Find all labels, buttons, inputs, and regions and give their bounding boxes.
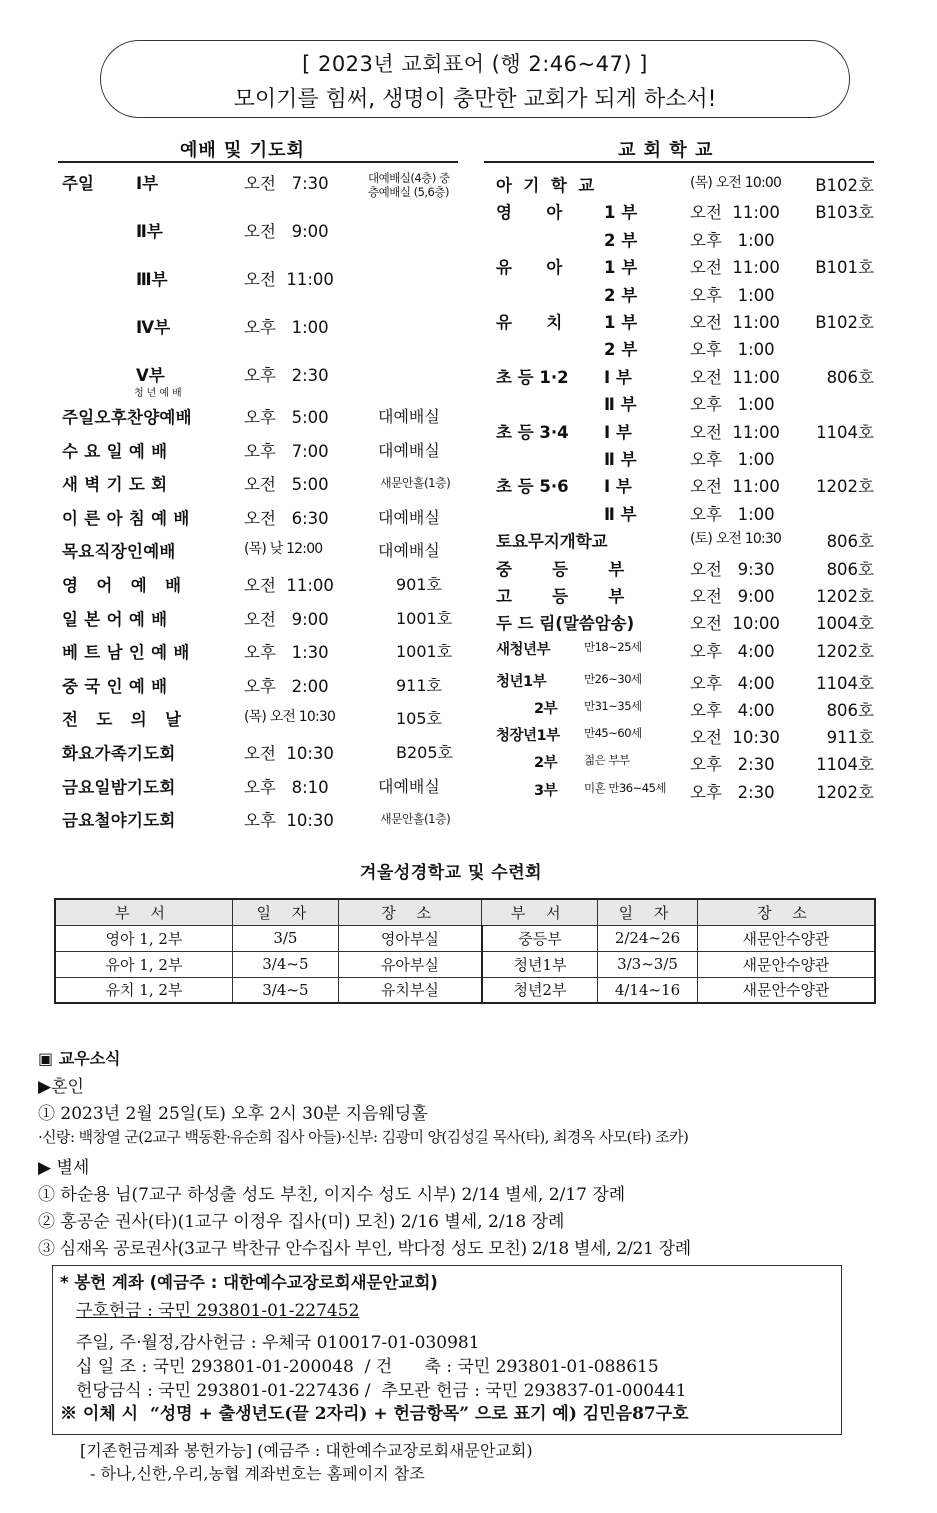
service-name: 수 요 일 예 배	[62, 441, 168, 461]
service-place: 105호	[396, 709, 442, 729]
winter-table	[54, 898, 876, 1004]
table-cell: 새문안수양관	[697, 951, 875, 977]
school-part: 2 부	[604, 340, 638, 360]
school-dept: 초 등 1·2	[496, 367, 569, 387]
table-header: 일 자	[232, 899, 338, 925]
school-time: 오후 1:00	[690, 504, 775, 524]
school-part: 1 부	[604, 203, 638, 223]
sunday-service-part: Ⅴ부	[136, 366, 165, 385]
death-item: ② 홍공순 권사(타)(1교구 이정우 집사(미) 모친) 2/16 별세, 2/18 장례	[38, 1212, 565, 1232]
table-cell: 유아 1, 2부	[55, 951, 232, 977]
school-row	[0, 282, 880, 306]
table-cell: 3/3~3/5	[598, 951, 698, 977]
table-cell: 3/4~5	[232, 977, 338, 1003]
sunday-service-time: 오전 9:00	[244, 222, 329, 241]
youth-row	[0, 638, 880, 662]
sunday-service-note: 청년예배	[134, 388, 185, 399]
table-cell: 3/5	[232, 925, 338, 951]
service-place: 901호	[396, 575, 442, 594]
wedding-detail: ·신랑: 백창열 군(2교구 백동환·유순희 집사 아들)·신부: 김광미 양(김성길 목사(타), 최경옥 사모(타) 조카)	[38, 1128, 689, 1146]
school-time: (목) 오전 10:00	[690, 175, 782, 191]
sunday-label: 주일	[62, 174, 94, 193]
school-row	[0, 172, 880, 196]
youth-time: 오후 4:00	[690, 674, 775, 693]
youth-room: 1202호	[816, 642, 874, 661]
school-room: 1104호	[816, 422, 874, 442]
table-header: 장 소	[338, 899, 482, 925]
school-room: 806호	[826, 367, 874, 387]
youth-room: 806호	[826, 701, 874, 720]
worship-title: 예배 및 기도회	[180, 140, 305, 161]
school-dept: 영 아	[496, 203, 563, 223]
service-name: 새 벽 기 도 회	[62, 475, 168, 495]
youth-row	[0, 779, 880, 803]
transfer-note: ※ 이체 시 “성명 + 출생년도(끝 2자리) + 헌금항목” 으로 표기 예) 김민음87구호	[60, 1404, 689, 1424]
youth-age: 미혼 만36~45세	[584, 781, 666, 795]
school-part: Ⅱ 부	[604, 450, 637, 469]
school-room: B101호	[815, 258, 874, 278]
school-room: 1202호	[816, 477, 874, 497]
school-row	[0, 309, 880, 333]
school-dept: 고 등 부	[496, 587, 625, 606]
service-place: 911호	[396, 675, 442, 695]
offering-title: * 봉헌 계좌 (예금주 : 대한예수교장로회새문안교회)	[60, 1273, 438, 1292]
existing-accounts: [기존헌금계좌 봉헌가능] (예금주 : 대한예수교장로회새문안교회)	[80, 1441, 533, 1460]
youth-dept: 2부	[534, 755, 558, 771]
school-time: 오전 11:00	[690, 203, 780, 223]
service-place: 대예배실	[378, 507, 440, 527]
service-place: 1001호	[396, 642, 453, 662]
youth-room: 911호	[826, 728, 874, 747]
school-room: 806호	[826, 532, 874, 552]
school-dept: 초 등 5·6	[496, 477, 569, 497]
school-row	[0, 419, 880, 443]
service-place: 대예배실	[378, 440, 440, 460]
sunday-service-part: Ⅱ부	[136, 222, 163, 241]
service-time: 오전 10:30	[244, 744, 334, 763]
school-time: 오후 1:00	[690, 395, 775, 415]
youth-age: 만26~30세	[584, 672, 642, 686]
service-name: 전 도 의 날	[62, 710, 182, 730]
school-row	[0, 227, 880, 251]
school-part: 1 부	[604, 313, 638, 332]
table-cell: 3/4~5	[232, 951, 338, 977]
school-time: 오전 11:00	[690, 258, 780, 278]
service-name: 금요일밤기도회	[62, 777, 176, 797]
youth-time: 오후 2:30	[690, 783, 775, 802]
table-cell: 청년2부	[482, 977, 598, 1003]
school-dept: 유 치	[496, 313, 563, 332]
sunday-service-time: 오후 1:00	[244, 318, 329, 337]
service-name: 이 른 아 침 예 배	[62, 508, 190, 528]
service-time: 오후 5:00	[244, 408, 329, 427]
youth-time: 오후 4:00	[690, 642, 775, 661]
service-name: 주일오후찬양예배	[62, 408, 192, 427]
table-row	[55, 951, 875, 977]
table-cell: 중등부	[482, 925, 598, 951]
school-row	[0, 336, 880, 360]
school-row	[0, 473, 880, 497]
school-row	[0, 199, 880, 223]
school-part: Ⅰ 부	[604, 477, 632, 497]
school-room: 1004호	[816, 614, 874, 634]
school-time: 오후 1:00	[690, 285, 775, 305]
motto-text: 모이기를 힘써, 생명이 충만한 교회가 되게 하소서!	[233, 87, 717, 112]
school-time: 오전 9:00	[690, 587, 775, 606]
school-row	[0, 446, 880, 470]
school-dept: 유 아	[496, 258, 563, 278]
school-dept: 두 드 림(말씀암송)	[496, 614, 635, 634]
death-title: ▶ 별세	[38, 1158, 90, 1178]
table-cell: 새문안수양관	[697, 925, 875, 951]
youth-room: 1202호	[816, 783, 874, 802]
table-header: 부 서	[55, 899, 232, 925]
service-time: (목) 오전 10:30	[244, 709, 336, 726]
motto-title: [ 2023년 교회표어 (행 2:46~47) ]	[302, 52, 648, 76]
school-time: 오전 11:00	[690, 313, 780, 332]
account-line: 십 일 조 : 국민 293801-01-200048 / 건 축 : 국민 293801-01-088615	[76, 1357, 659, 1377]
school-part: 1 부	[604, 258, 638, 278]
table-cell: 영아 1, 2부	[55, 925, 232, 951]
youth-room: 1104호	[816, 755, 874, 774]
table-cell: 2/24~26	[598, 925, 698, 951]
youth-age: 만31~35세	[584, 699, 642, 713]
youth-room: 1104호	[816, 674, 874, 693]
school-time: (토) 오전 10:30	[690, 531, 782, 548]
service-time: 오전 9:00	[244, 609, 329, 629]
service-time: 오후 2:00	[244, 676, 329, 696]
school-part: Ⅰ 부	[604, 367, 632, 387]
service-time: 오전 11:00	[244, 576, 334, 595]
service-time: 오전 5:00	[244, 475, 329, 495]
service-place: 대예배실	[378, 541, 440, 561]
youth-row	[0, 751, 880, 775]
school-dept: 아 기 학 교	[496, 176, 595, 195]
table-cell: 유아부실	[338, 951, 482, 977]
school-row	[0, 610, 880, 634]
table-cell: 새문안수양관	[697, 977, 875, 1003]
youth-time: 오후 2:30	[690, 755, 775, 774]
school-row	[0, 391, 880, 415]
service-place: 새문안홀(1층)	[380, 476, 451, 491]
school-part: 2 부	[604, 230, 638, 250]
youth-dept: 3부	[534, 783, 558, 799]
sunday-service-part: Ⅰ부	[136, 174, 159, 193]
school-time: 오전 11:00	[690, 477, 780, 497]
school-room: B103호	[815, 203, 874, 223]
death-item: ③ 심재옥 공로권사(3교구 박찬규 안수집사 부인, 박다정 성도 모친) 2/18 별세, 2/21 장례	[38, 1239, 691, 1259]
school-row	[0, 528, 880, 552]
account-line: 주일, 주·월정,감사헌금 : 우체국 010017-01-030981	[76, 1333, 480, 1353]
service-time: 오후 7:00	[244, 441, 329, 461]
sunday-service-part: Ⅲ부	[136, 270, 168, 289]
relief-account: 구호헌금 : 국민 293801-01-227452	[76, 1301, 360, 1321]
news-title: ▣ 교우소식	[38, 1049, 121, 1068]
youth-time: 오후 4:00	[690, 701, 775, 720]
youth-dept: 청장년1부	[496, 728, 560, 744]
table-cell: 4/14~16	[598, 977, 698, 1003]
youth-dept: 청년1부	[496, 674, 547, 690]
sunday-service-time: 오후 2:30	[244, 366, 329, 385]
school-part: Ⅰ 부	[604, 422, 632, 442]
table-header: 부 서	[482, 899, 598, 925]
sunday-service-part: Ⅳ부	[136, 318, 171, 337]
school-title: 교 회 학 교	[618, 140, 714, 161]
school-part: 2 부	[604, 285, 638, 305]
youth-age: 만45~60세	[584, 726, 642, 740]
other-banks: - 하나,신한,우리,농협 계좌번호는 홈페이지 참조	[90, 1464, 425, 1483]
youth-age: 만18~25세	[584, 640, 642, 654]
service-time: (목) 낮 12:00	[244, 541, 323, 558]
school-room: B102호	[815, 176, 874, 195]
sunday-service-time: 오전 7:30	[244, 174, 329, 193]
youth-age: 젊은 부부	[584, 753, 630, 767]
table-cell: 유치 1, 2부	[55, 977, 232, 1003]
sunday-service-time: 오전 11:00	[244, 270, 334, 289]
youth-dept: 2부	[534, 701, 558, 717]
school-dept: 토요무지개학교	[496, 532, 608, 552]
school-dept: 중 등 부	[496, 559, 625, 579]
service-name: 일 본 어 예 배	[62, 609, 168, 629]
service-name: 영 어 예 배	[62, 576, 182, 595]
service-time: 오전 6:30	[244, 508, 329, 528]
service-place: B205호	[396, 743, 453, 762]
service-time: 오후 8:10	[244, 777, 329, 797]
worship-row	[0, 807, 470, 833]
school-row	[0, 583, 880, 607]
service-name: 목요직장인예배	[62, 542, 176, 562]
school-row	[0, 254, 880, 278]
service-time: 오후 1:30	[244, 643, 329, 663]
school-time: 오후 1:00	[690, 450, 775, 469]
school-row	[0, 364, 880, 388]
school-dept: 초 등 3·4	[496, 422, 569, 442]
death-item: ① 하순용 님(7교구 하성출 성도 부친, 이지수 성도 시부) 2/14 별세, 2/17 장례	[38, 1185, 626, 1205]
service-place: 새문안홀(1층)	[380, 812, 451, 827]
table-header: 장 소	[697, 899, 875, 925]
service-place: 대예배실	[378, 407, 440, 426]
winter-title: 겨울성경학교 및 수련회	[360, 863, 543, 883]
table-header: 일 자	[598, 899, 698, 925]
service-place: 1001호	[396, 608, 453, 628]
wedding-item: ① 2023년 2월 25일(토) 오후 2시 30분 지음웨딩홀	[38, 1104, 428, 1124]
school-time: 오후 1:00	[690, 340, 775, 360]
table-row	[55, 977, 875, 1003]
table-row	[55, 925, 875, 951]
school-divider	[484, 161, 874, 163]
sunday-service-place: 대예배실(4층) 중층예배실 (5,6층)	[368, 171, 450, 199]
youth-row	[0, 724, 880, 748]
school-time: 오전 10:00	[690, 614, 780, 634]
service-name: 화요가족기도회	[62, 744, 176, 763]
school-room: 806호	[826, 559, 874, 579]
table-cell: 영아부실	[338, 925, 482, 951]
school-time: 오전 9:30	[690, 559, 775, 579]
service-name: 베 트 남 인 예 배	[62, 643, 190, 663]
table-cell: 청년1부	[482, 951, 598, 977]
school-time: 오전 11:00	[690, 367, 780, 387]
youth-row	[0, 670, 880, 694]
account-line: 헌당금식 : 국민 293801-01-227436 / 추모관 헌금 : 국민 293837-01-000441	[76, 1381, 687, 1401]
school-room: B102호	[815, 313, 874, 332]
school-time: 오전 11:00	[690, 422, 780, 442]
school-row	[0, 556, 880, 580]
wedding-title: ▶혼인	[38, 1077, 84, 1097]
service-place: 대예배실	[378, 776, 440, 796]
school-time: 오후 1:00	[690, 230, 775, 250]
service-name: 중 국 인 예 배	[62, 676, 168, 696]
service-time: 오후 10:30	[244, 811, 334, 831]
table-cell: 유치부실	[338, 977, 482, 1003]
youth-row	[0, 697, 880, 721]
school-part: Ⅱ 부	[604, 504, 637, 524]
school-part: Ⅱ 부	[604, 395, 637, 415]
youth-time: 오전 10:30	[690, 728, 780, 747]
service-name: 금요철야기도회	[62, 811, 176, 831]
school-room: 1202호	[816, 587, 874, 606]
school-row	[0, 501, 880, 525]
motto-banner	[100, 40, 850, 118]
youth-dept: 새청년부	[496, 642, 551, 658]
worship-divider	[58, 161, 458, 163]
